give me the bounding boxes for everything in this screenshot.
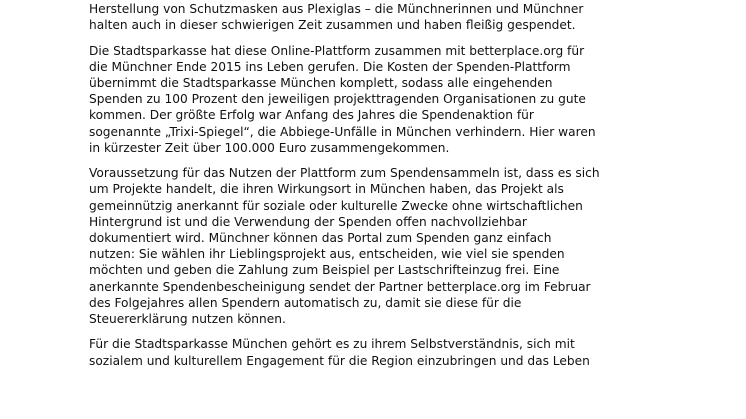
text-line: Die Stadtsparkasse hat diese Online-Plattform zusammen mit betterplace.org für — [89, 43, 585, 58]
text-line: sozialem und kulturellem Engagement für die Region einzubringen und das Leben — [89, 353, 590, 368]
text-line: nutzen: Sie wählen ihr Lieblingsprojekt aus, entscheiden, wie viel sie spenden — [89, 247, 565, 262]
text-line: Spenden zu 100 Prozent den jeweiligen projekttragenden Organisationen zu gute — [89, 92, 586, 107]
paragraph-self-image — [89, 336, 649, 368]
text-line: Voraussetzung für das Nutzen der Plattform zum Spendensammeln ist, dass es sich — [89, 166, 600, 181]
text-line: möchten und geben die Zahlung zum Beispiel per Lastschrifteinzug frei. Eine — [89, 263, 560, 278]
article-body — [89, 1, 649, 378]
text-line: gemeinnützig anerkannt für soziale oder kulturelle Zwecke ohne wirtschaftlichen — [89, 198, 583, 213]
text-line: um Projekte handelt, die ihren Wirkungsort in München haben, das Projekt als — [89, 182, 564, 197]
text-line: Herstellung von Schutzmasken aus Plexiglas – die Münchnerinnen und Münchner — [89, 2, 584, 16]
paragraph-masks — [89, 1, 649, 33]
text-line: Steuererklärung nutzen können. — [89, 312, 286, 327]
text-line: kommen. Der größte Erfolg war Anfang des Jahres die Spendenaktion für — [89, 108, 534, 123]
text-line: anerkannte Spendenbescheinigung sendet der Partner betterplace.org im Februar — [89, 279, 591, 294]
text-line: Für die Stadtsparkasse München gehört es zu ihrem Selbstverständnis, sich mit — [89, 337, 575, 352]
text-line: halten auch in dieser schwierigen Zeit zusammen und haben fleißig gespendet. — [89, 18, 576, 33]
text-line: des Folgejahres allen Spendern automatisch zu, damit sie diese für die — [89, 295, 522, 310]
text-line: in kürzester Zeit über 100.000 Euro zusammengekommen. — [89, 140, 450, 155]
text-line: die Münchner Ende 2015 ins Leben gerufen. Die Kosten der Spenden-Plattform — [89, 59, 571, 74]
paragraph-requirements — [89, 165, 649, 327]
text-line: sogenannte „Trixi-Spiegel“, die Abbiege-Unfälle in München verhindern. Hier waren — [89, 124, 596, 139]
text-line: übernimmt die Stadtsparkasse München komplett, sodass alle eingehenden — [89, 76, 553, 90]
paragraph-platform — [89, 43, 649, 156]
text-line: Hintergrund ist und die Verwendung der Spenden offen nachvollziehbar — [89, 214, 527, 229]
text-line: dokumentiert wird. Münchner können das Portal zum Spenden ganz einfach — [89, 231, 552, 246]
